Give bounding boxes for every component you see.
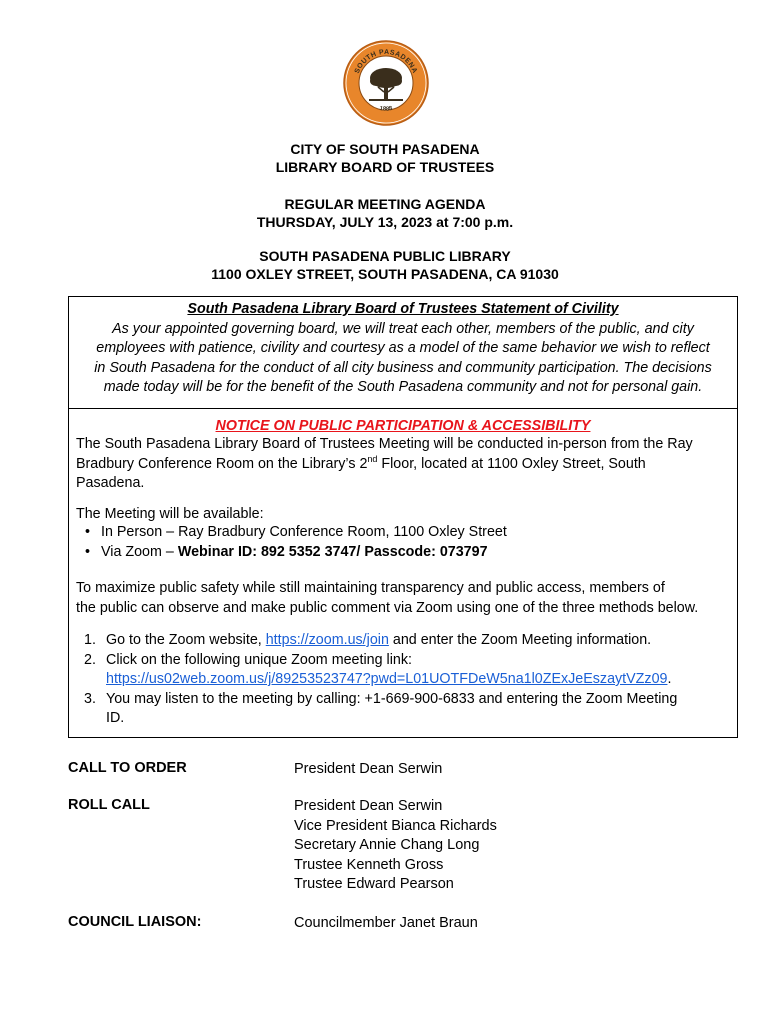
venue-name: SOUTH PASADENA PUBLIC LIBRARY — [259, 248, 511, 264]
notice-title: NOTICE ON PUBLIC PARTICIPATION & ACCESSIBILITY — [215, 418, 591, 434]
webinar-credentials: Webinar ID: 892 5352 3747/ Passcode: 073797 — [177, 543, 488, 560]
bullet-text: In Person – Ray Bradbury Conference Room, 1100 Oxley Street — [101, 524, 507, 540]
roll-call-label: ROLL CALL — [68, 797, 150, 813]
step-text: You may listen to the meeting by calling: +1-669-900-6833 and entering the Zoom Meeting — [106, 690, 678, 707]
notice-intro-line — [76, 455, 693, 475]
intro-superscript: nd — [367, 453, 378, 464]
step-number: 2. — [84, 651, 96, 668]
list-item — [81, 543, 507, 563]
civility-line: made today will be for the benefit of the South Pasadena community and not for personal gain. — [103, 379, 703, 395]
step-text: and enter the Zoom Meeting information. — [388, 632, 652, 648]
step-text: ID. — [106, 710, 125, 726]
step-number: 1. — [84, 632, 96, 648]
seal-year: 1888 — [379, 105, 393, 113]
notice-intro-line: The South Pasadena Library Board of Trustees Meeting will be conducted in-person from the Ray — [76, 436, 693, 452]
board-name: LIBRARY BOARD OF TRUSTEES — [275, 159, 495, 175]
intro-text: Bradbury Conference Room on the Library’s 2 — [76, 455, 368, 472]
step-number: 3. — [84, 690, 96, 707]
bullet-icon: • — [85, 524, 91, 540]
list-item — [84, 651, 729, 690]
roll-call-member: President Dean Serwin — [294, 798, 443, 814]
civility-and-notice-box — [68, 296, 738, 738]
meeting-type: REGULAR MEETING AGENDA — [284, 196, 486, 212]
list-item — [84, 631, 729, 651]
council-liaison-label: COUNCIL LIAISON: — [68, 914, 202, 930]
availability-list — [81, 523, 507, 562]
call-to-order-label: CALL TO ORDER — [68, 760, 187, 776]
box-divider — [69, 408, 737, 409]
step-text: . — [667, 671, 672, 687]
safety-line: To maximize public safety while still maintaining transparency and public access, members of — [76, 580, 665, 596]
meeting-date: THURSDAY, JULY 13, 2023 at 7:00 p.m. — [256, 214, 514, 230]
civility-title: South Pasadena Library Board of Trustees Statement of Civility — [187, 301, 619, 317]
svg-text:1888 — [379, 106, 393, 113]
step-text: Click on the following unique Zoom meeting link: — [106, 651, 412, 668]
civility-line: in South Pasadena for the conduct of all city business and community participation. The decisions — [94, 359, 712, 376]
list-item — [81, 523, 507, 543]
civility-statement — [69, 300, 737, 398]
zoom-join-link[interactable]: https://zoom.us/join — [265, 632, 389, 648]
venue-address: 1100 OXLEY STREET, SOUTH PASADENA, CA 91030 — [211, 266, 559, 282]
list-item — [84, 690, 729, 729]
bullet-icon: • — [85, 543, 91, 560]
step-text: Go to the Zoom website, — [106, 632, 266, 648]
zoom-meeting-link[interactable]: https://us02web.zoom.us/j/89253523747?pwd=L01UOTFDeW5na1l0ZExJeEszaytVZz09 — [106, 671, 668, 687]
roll-call-member: Trustee Edward Pearson — [294, 876, 454, 892]
city-name: CITY OF SOUTH PASADENA — [290, 141, 480, 157]
roll-call-member: Vice President Bianca Richards — [294, 817, 497, 834]
roll-call-member: Trustee Kenneth Gross — [294, 856, 444, 873]
civility-line: As your appointed governing board, we will treat each other, members of the public, and city — [112, 320, 694, 337]
safety-line: the public can observe and make public comment via Zoom using one of the three methods below. — [76, 599, 699, 616]
seal-top-text: SOUTH PASADENA — [353, 48, 419, 75]
bullet-text: Via Zoom – — [101, 543, 178, 560]
intro-text: Floor, located at 1100 Oxley Street, South — [377, 455, 646, 472]
safety-paragraph — [76, 579, 698, 618]
zoom-steps — [84, 631, 729, 729]
council-liaison-value: Councilmember Janet Braun — [294, 915, 478, 931]
availability-label: The Meeting will be available: — [76, 506, 264, 522]
city-seal-logo — [343, 40, 429, 126]
roll-call-member: Secretary Annie Chang Long — [294, 837, 480, 853]
notice-intro-line: Pasadena. — [76, 475, 145, 491]
notice-intro — [76, 435, 693, 494]
civility-line: employees with patience, civility and courtesy as a model of the same behavior we wish to reflect — [96, 340, 710, 356]
roll-call-list — [294, 797, 497, 895]
call-to-order-value: President Dean Serwin — [294, 761, 443, 777]
